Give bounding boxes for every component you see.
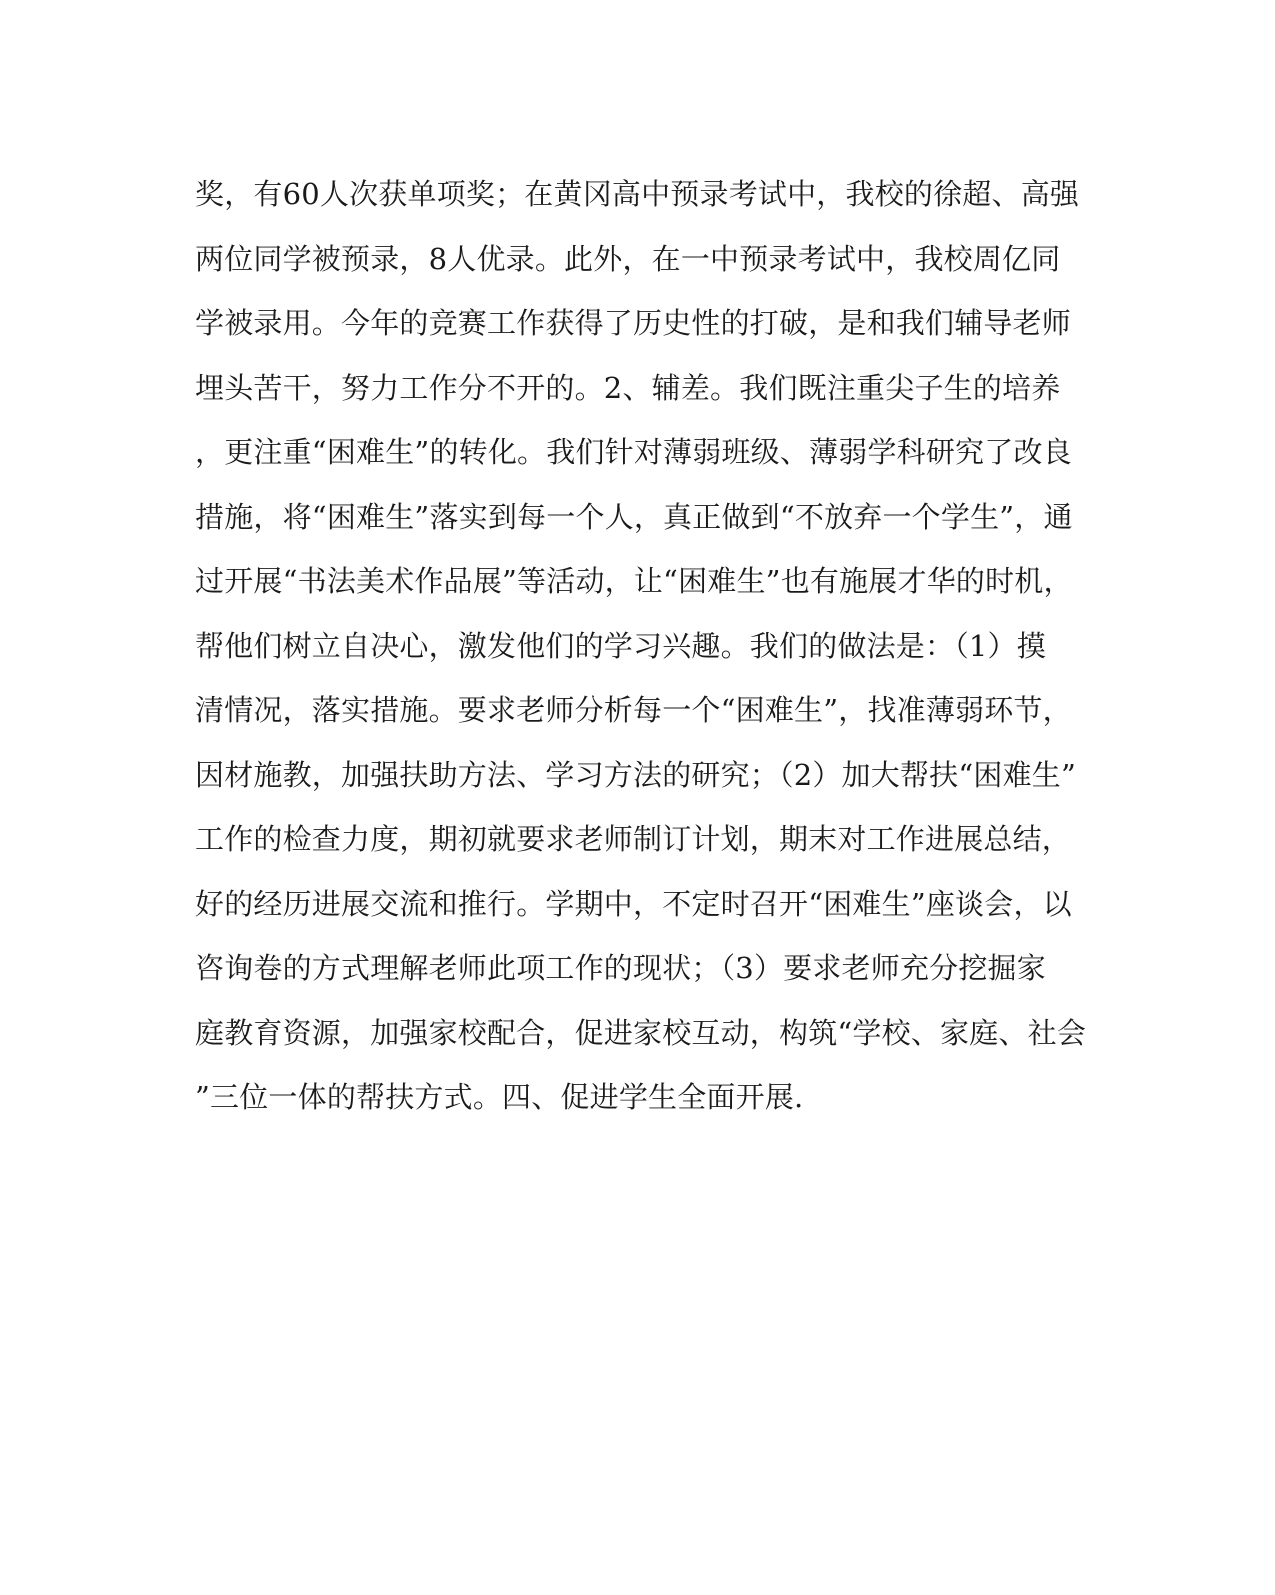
- text-line-11: 工作的检查力度，期初就要求老师制订计划，期末对工作进展总结，: [195, 822, 1072, 856]
- text-line-10: 因材施教，加强扶助方法、学习方法的研究；（2）加大帮扶“困难生”: [195, 757, 1077, 792]
- text-line-8: 帮他们树立自决心，激发他们的学习兴趣。我们的做法是：（1）摸: [195, 628, 1046, 663]
- text-line-1: 奖，有60人次获单项奖；在黄冈高中预录考试中，我校的徐超、高强: [195, 177, 1080, 211]
- text-line-2: 两位同学被预录，8人优录。此外，在一中预录考试中，我校周亿同: [195, 241, 1061, 276]
- text-line-12: 好的经历进展交流和推行。学期中，不定时召开“困难生”座谈会，以: [195, 886, 1072, 921]
- text-line-5: ，更注重“困难生”的转化。我们针对薄弱班级、薄弱学科研究了改良: [195, 435, 1072, 469]
- text-line-6: 措施，将“困难生”落实到每一个人，真正做到“不放弃一个学生”，通: [195, 499, 1073, 534]
- text-line-7: 过开展“书法美术作品展”等活动，让“困难生”也有施展才华的时机，: [195, 564, 1073, 598]
- text-line-3: 学被录用。今年的竞赛工作获得了历史性的打破，是和我们辅导老师: [195, 306, 1072, 340]
- text-line-4: 埋头苦干，努力工作分不开的。2、辅差。我们既注重尖子生的培养: [195, 370, 1061, 405]
- text-line-13: 咨询卷的方式理解老师此项工作的现状；（3）要求老师充分挖掘家: [195, 951, 1046, 985]
- text-line-15: ”三位一体的帮扶方式。四、促进学生全面开展.: [195, 1080, 804, 1114]
- text-line-14: 庭教育资源，加强家校配合，促进家校互动，构筑“学校、家庭、社会: [195, 1015, 1087, 1050]
- body-text: [195, 162, 1095, 1130]
- text-line-9: 清情况，落实措施。要求老师分析每一个“困难生”，找准薄弱环节，: [195, 693, 1072, 727]
